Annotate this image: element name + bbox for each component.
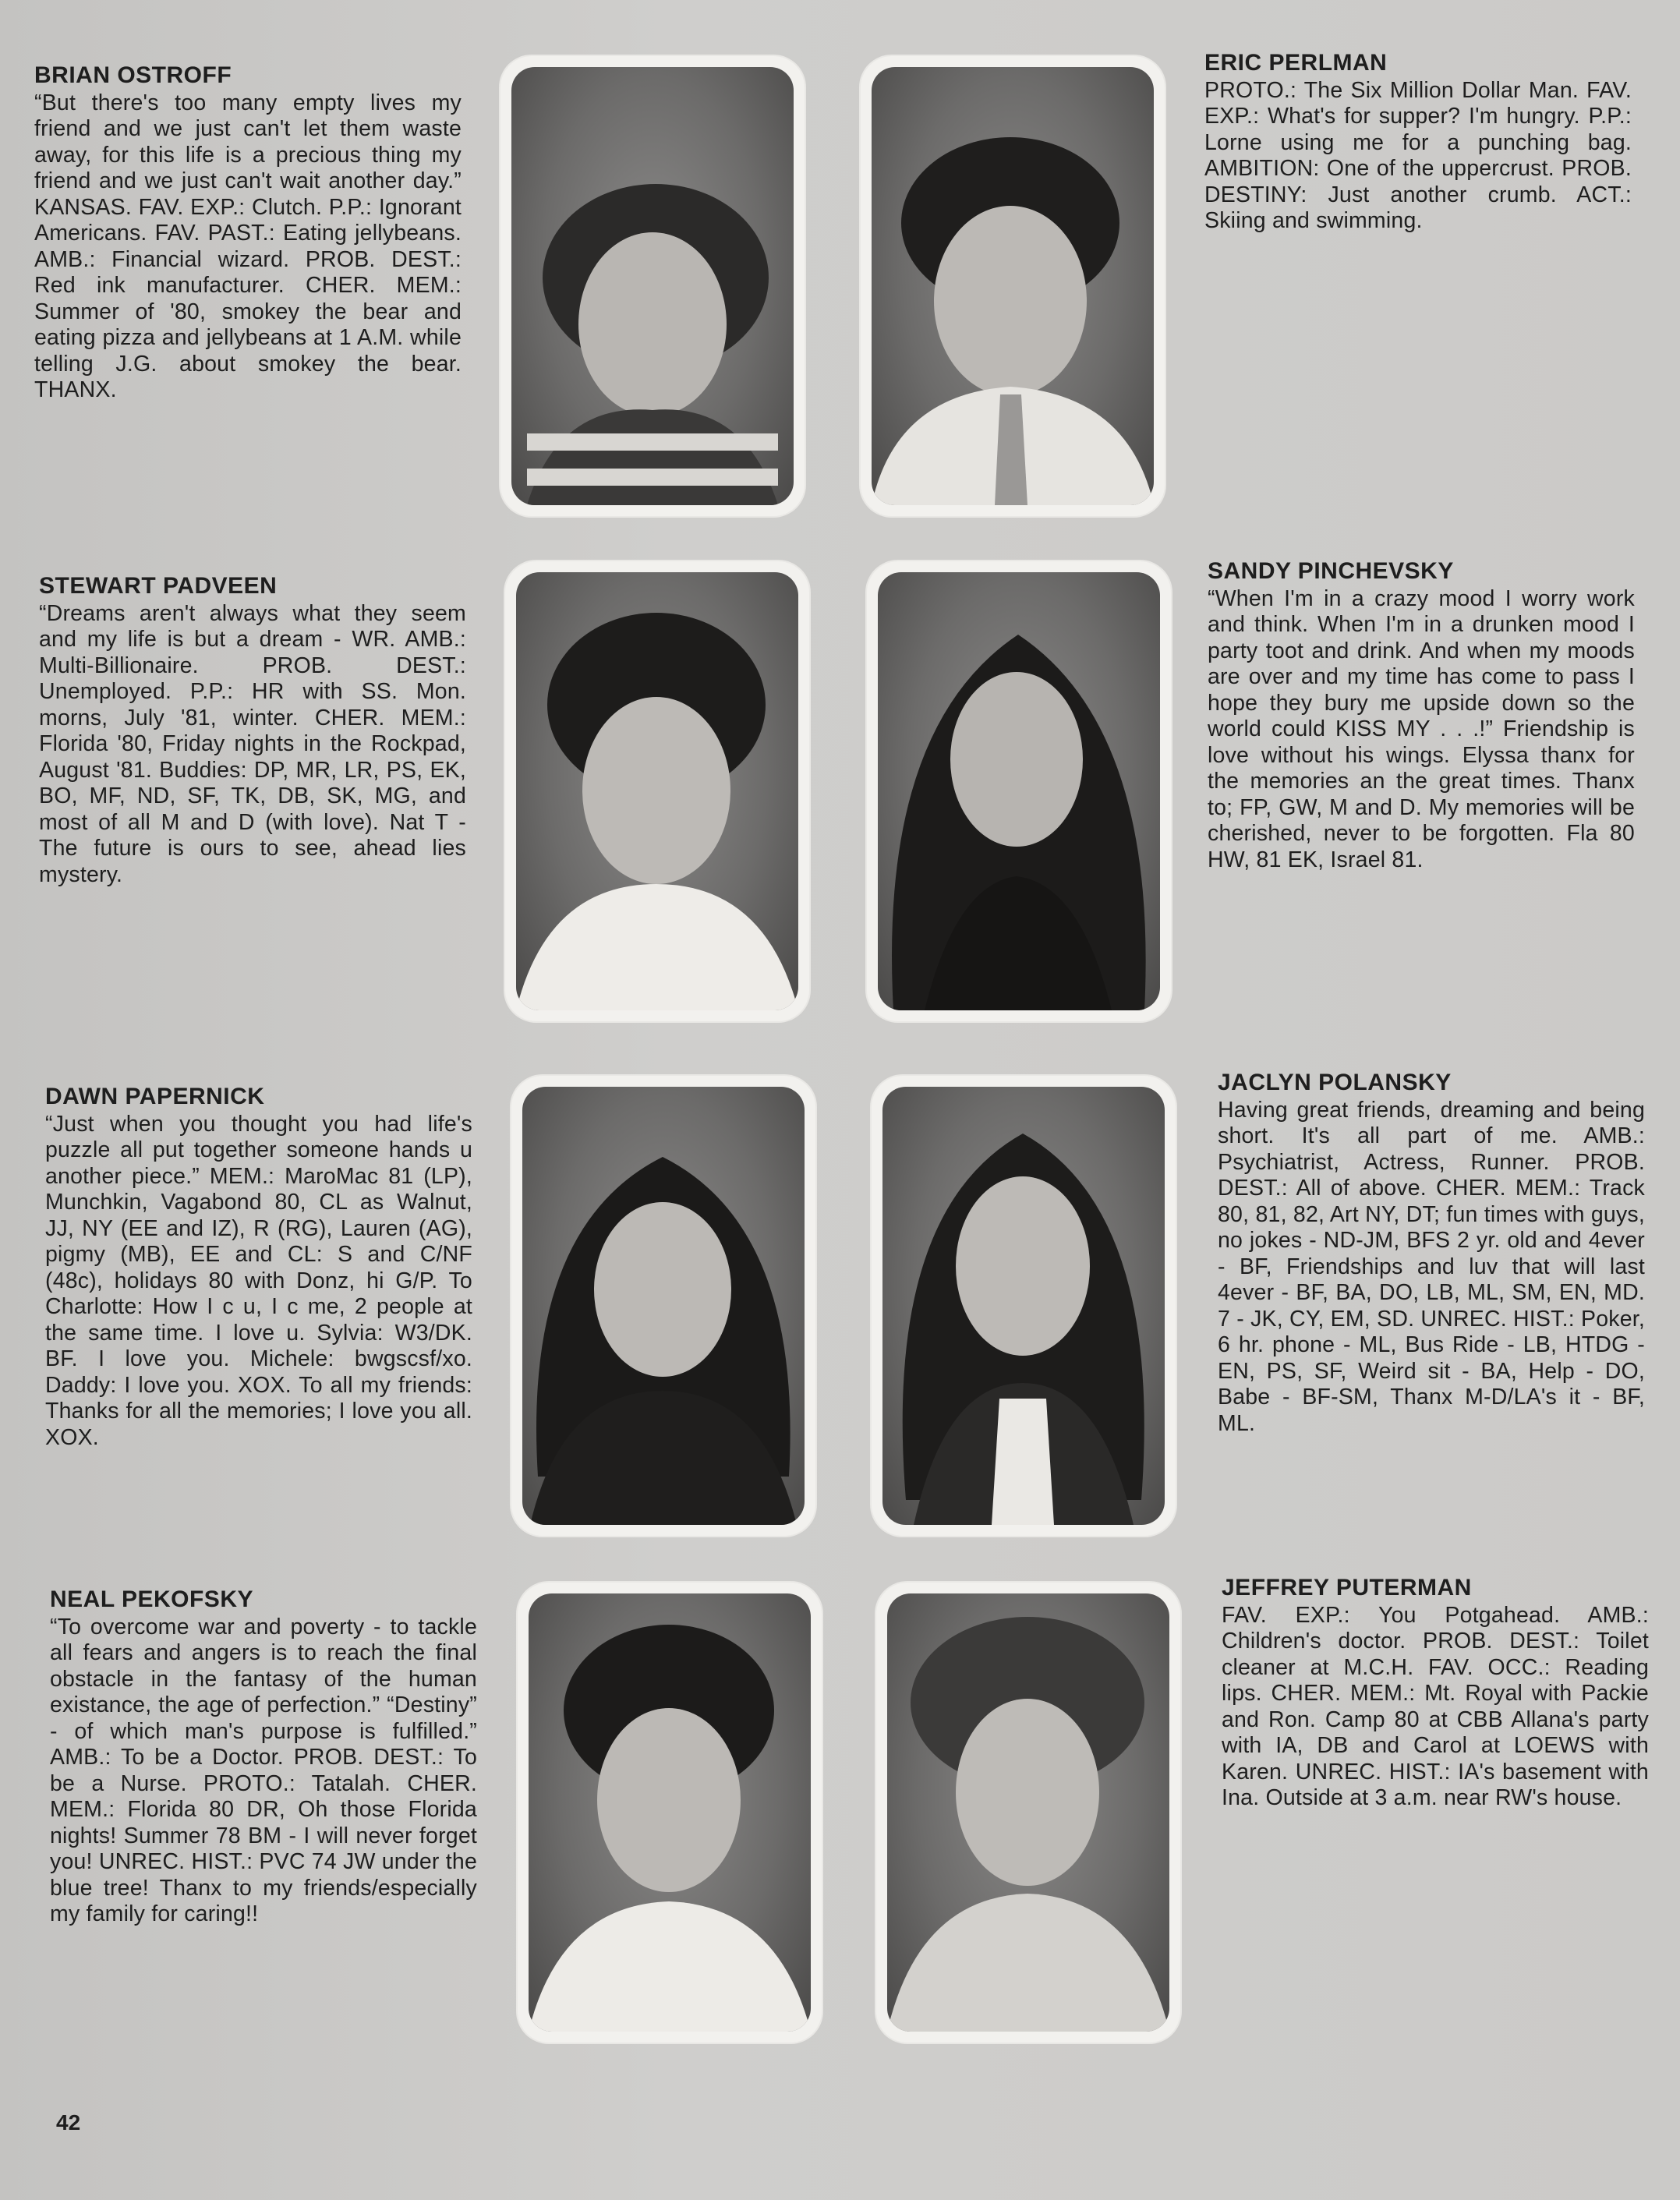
student-quote: “Just when you thought you had life's puzzle all put together someone hands u another piece.” MEM.: MaroMac 81 (LP), Munchkin, Vagabond 80, CL as Walnut, JJ, NY (EE and IZ), R (RG), Lauren (AG), pigmy (MB), EE and CL: S and C/NF (48c), holidays 80 with Donz, hi G/P. To Charlotte: How I c u, I c me, 2 people at the same time. I love u. Sylvia: W3/DK. BF. I love you. Michele: bwgscsf/xo. Daddy: I love you. XOX. To all my friends: Thanks for all the memories; I love you all. XOX. [45, 1111, 472, 1450]
student-portrait-photo [872, 1076, 1176, 1536]
student-bio [1218, 1070, 1645, 1437]
student-bio [1204, 50, 1632, 235]
student-portrait-photo [518, 1583, 822, 2043]
student-bio [1208, 558, 1635, 873]
student-quote: FAV. EXP.: You Potgahead. AMB.: Children's doctor. PROB. DEST.: Toilet cleaner at M.C.H. FAV. OCC.: Reading lips. CHER. MEM.: Mt. Royal with Packie and Ron. Camp 80 at CBB Allana's party with IA, DB and Carol at LOEWS with Karen. UNREC. HIST.: IA's basement with Ina. Outside at 3 a.m. near RW's house. [1222, 1602, 1649, 1810]
student-quote: “But there's too many empty lives my friend and we just can't let them waste away, for this life is a precious thing my friend and we just can't wait another day.” KANSAS. FAV. EXP.: Clutch. P.P.: Ignorant Americans. FAV. PAST.: Eating jellybeans. AMB.: Financial wizard. PROB. DEST.: Red ink manufacturer. CHER. MEM.: Summer of '80, smokey the bear and eating pizza and jellybeans at 1 A.M. while telling J.G. about smokey the bear. THANX. [34, 90, 462, 402]
student-quote: “When I'm in a crazy mood I worry work and think. When I'm in a drunken mood I party toot and drink. And when my moods are over and my time has come to pass I hope they bury me upside down so the world could KISS MY . . .!” Friendship is love without his wings. Elyssa thanx for the memories an the great times. Thanx to; FP, GW, M and D. My memories will be cherished, never to be forgotten. Fla 80 HW, 81 EK, Israel 81. [1208, 585, 1635, 872]
student-portrait-photo [876, 1583, 1180, 2043]
student-name: ERIC PERLMAN [1204, 50, 1388, 76]
student-name: STEWART PADVEEN [39, 573, 278, 599]
student-name: NEAL PEKOFSKY [50, 1586, 253, 1612]
student-bio [1222, 1575, 1649, 1812]
student-bio [45, 1084, 472, 1451]
student-name: JACLYN POLANSKY [1218, 1070, 1452, 1095]
student-bio [50, 1586, 477, 1928]
student-quote: “Dreams aren't always what they seem and my life is but a dream - WR. AMB.: Multi-Billionaire. PROB. DEST.: Unemployed. P.P.: HR with SS. Mon. morns, July '81, winter. CHER. MEM.: Florida '80, Friday nights in the Rockpad, August '81. Buddies: DP, MR, LR, PS, EK, BO, MF, ND, SF, TK, DB, SK, MG, and most of all M and D (with love). Nat T - The future is ours to see, ahead lies mystery. [39, 600, 466, 887]
student-name: BRIAN OSTROFF [34, 62, 232, 88]
student-name: JEFFREY PUTERMAN [1222, 1575, 1472, 1600]
student-quote: PROTO.: The Six Million Dollar Man. FAV. EXP.: What's for supper? I'm hungry. P.P.: Lorne using me for a punching bag. AMBITION: One of the uppercrust. PROB. DESTINY: Just another crumb. ACT.: Skiing and swimming. [1204, 77, 1632, 233]
student-portrait-photo [861, 56, 1165, 516]
student-bio [34, 62, 462, 404]
student-portrait-photo [505, 561, 809, 1021]
student-name: SANDY PINCHEVSKY [1208, 558, 1454, 584]
student-bio [39, 573, 466, 888]
student-portrait-photo [500, 56, 805, 516]
student-quote: Having great friends, dreaming and being short. It's all part of me. AMB.: Psychiatrist, Actress, Runner. PROB. DEST.: All of above. CHER. MEM.: Track 80, 81, 82, Art NY, DT; fun times with guys, no jokes - ND-JM, BFS 2 yr. old and 4ever - BF, Friendships and luv that will last 4ever - BF, BA, DO, LB, ML, SM, EN, MD. 7 - JK, CY, EM, SD. UNREC. HIST.: Poker, 6 hr. phone - ML, Bus Ride - LB, HTDG - EN, PS, SF, Weird sit - BA, Help - DO, Babe - BF-SM, Thanx M-D/LA's it - BF, ML. [1218, 1097, 1645, 1436]
page-number: 42 [56, 2110, 81, 2135]
student-portrait-photo [511, 1076, 815, 1536]
student-portrait-photo [867, 561, 1171, 1021]
student-quote: “To overcome war and poverty - to tackle all fears and angers is to reach the final obstacle in the fantasy of the human existance, the age of perfection.” “Destiny” - of which man's purpose is fulfilled.” AMB.: To be a Doctor. PROB. DEST.: To be a Nurse. PROTO.: Tatalah. CHER. MEM.: Florida 80 DR, Oh those Florida nights! Summer 78 BM - I will never forget you! UNREC. HIST.: PVC 74 JW under the blue tree! Thanx to my friends/especially my family for caring!! [50, 1614, 477, 1926]
student-name: DAWN PAPERNICK [45, 1084, 265, 1109]
